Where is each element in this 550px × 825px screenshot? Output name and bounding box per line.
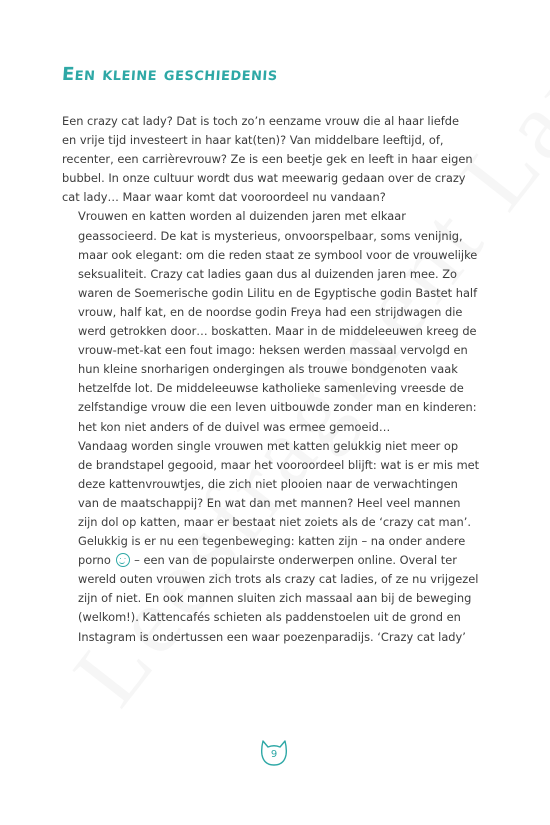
text-line: vrouw-met-kat een fout imago: heksen werden massaal vervolgd en — [78, 343, 468, 358]
text-line: recenter, een carrièrevrouw? Ze is een beetje gek en leeft in haar eigen — [62, 152, 473, 167]
text-line: van de maatschappij? En wat dan met mannen? Heel veel mannen — [78, 495, 461, 510]
text-line-with-smiley — [62, 551, 502, 570]
paragraph-2 — [62, 207, 502, 436]
text-line: hun kleine snorharigen ondergingen als trouwe bondgenoten vaak — [78, 362, 458, 377]
text-line: het kon niet anders of de duivel was ermee gemoeid… — [78, 419, 391, 434]
text-line: Een crazy cat lady? Dat is toch zo’n eenzame vrouw die al haar liefde — [62, 114, 460, 128]
text-line: zijn of niet. En ook mannen sluiten zich massaal aan bij de beweging — [78, 591, 472, 606]
body-text — [62, 112, 502, 647]
text-line: geassocieerd. De kat is mysterieus, onvoorspelbaar, soms venijnig, — [78, 228, 463, 243]
text-line: Gelukkig is er nu een tegenbeweging: katten zijn – na onder andere — [78, 534, 466, 549]
smiley-face-icon — [116, 553, 130, 567]
text-line: seksualiteit. Crazy cat ladies gaan dus al duizenden jaren mee. Zo — [78, 266, 457, 281]
text-fragment: – een van de populairste onderwerpen online. Overal ter — [134, 553, 457, 568]
page-title: Een kleine geschiedenis — [61, 64, 279, 85]
text-line: (welkom!). Kattencafés schieten als paddenstoelen uit de grond en — [78, 610, 461, 625]
text-line: Vrouwen en katten worden al duizenden jaren met elkaar — [78, 209, 406, 224]
text-line: hetzelfde lot. De middeleeuwse katholieke samenleving vreesde de — [78, 381, 464, 396]
paragraph-1 — [62, 112, 502, 207]
text-line: bubbel. In onze cultuur wordt dus wat meewarig gedaan over de crazy — [62, 171, 466, 186]
text-line: werd getrokken door… boskatten. Maar in de middeleeuwen kreeg de — [78, 324, 477, 339]
text-line: wereld outen vrouwen zich trots als crazy cat ladies, of ze nu vrijgezel — [78, 572, 479, 587]
text-line: waren de Soemerische godin Lilitu en de Egyptische godin Bastet half — [78, 285, 478, 300]
text-line: Vandaag worden single vrouwen met katten gelukkig niet meer op — [78, 438, 459, 453]
page-number: 9 — [270, 749, 278, 760]
text-line: zijn dol op katten, maar er bestaat niet zoiets als de ‘crazy cat man’. — [78, 514, 472, 529]
text-line: de brandstapel gegooid, maar het vooroordeel blijft: wat is er mis met — [78, 457, 480, 472]
text-fragment: porno — [78, 553, 111, 568]
text-line: cat lady… Maar waar komt dat vooroordeel nu vandaan? — [62, 190, 386, 205]
text-line: vrouw, half kat, en de noordse godin Freya had een strijdwagen die — [78, 304, 463, 319]
text-line: Instagram is ondertussen een waar poezenparadijs. ‘Crazy cat lady’ — [78, 629, 466, 644]
text-line: zelfstandige vrouw die een leven uitbouwde zonder man en kinderen: — [78, 400, 477, 415]
text-line: maar ook elegant: om die reden staat ze symbool voor de vrouwelijke — [78, 247, 478, 262]
text-line: en vrije tijd investeert in haar kat(ten)? Van middelbare leeftijd, of, — [62, 133, 444, 148]
text-line: deze kattenvrouwtjes, die zich niet plooien naar de verwachtingen — [78, 476, 458, 491]
page-number-badge — [257, 734, 291, 768]
paragraph-3 — [62, 437, 502, 647]
